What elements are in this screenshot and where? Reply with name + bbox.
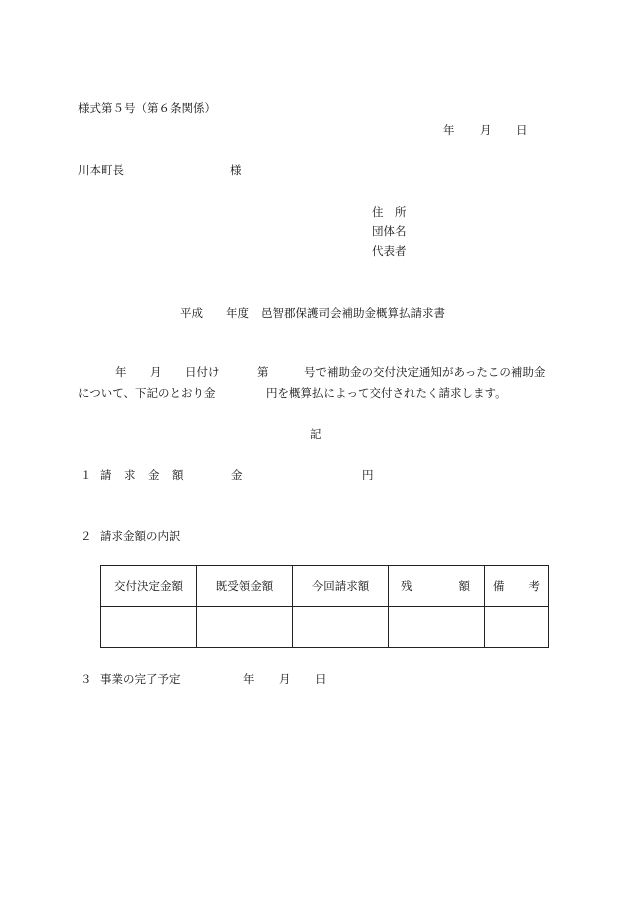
title-year-suffix: 年度 (226, 306, 249, 320)
applicant-representative-label: 代表者 (372, 244, 407, 258)
cell-remaining[interactable] (389, 607, 485, 648)
breakdown-table (100, 565, 549, 648)
body-day: 日付け (185, 365, 220, 379)
item1-label-char: 請 (100, 468, 112, 482)
header-received-amount: 既受領金額 (197, 566, 293, 607)
cell-received-amount[interactable] (197, 607, 293, 648)
date-month-label: 月 (480, 123, 492, 137)
body-number-prefix: 第 (257, 365, 269, 379)
table-header-row (101, 566, 549, 607)
item1-number: １ (80, 468, 92, 482)
ki-heading: 記 (310, 427, 322, 441)
cell-decided-amount[interactable] (101, 607, 197, 648)
cell-notes[interactable] (485, 607, 549, 648)
item3-label: 事業の完了予定 (100, 672, 181, 686)
header-notes: 備 考 (485, 566, 549, 607)
item1-label (100, 467, 184, 483)
body-line1-text: 号で補助金の交付決定通知があったこの補助金 (304, 365, 546, 379)
date-day-label: 日 (516, 123, 528, 137)
item3-month: 月 (279, 672, 291, 686)
item3-number: ３ (80, 672, 92, 686)
body-month: 月 (150, 365, 162, 379)
item3-year: 年 (243, 672, 255, 686)
header-decided-amount: 交付決定金額 (101, 566, 197, 607)
item1-yen: 円 (362, 468, 374, 482)
document-title: 邑智郡保護司会補助金概算払請求書 (261, 306, 445, 320)
item2-number: ２ (80, 529, 92, 543)
item1-label-char: 額 (172, 468, 184, 482)
cell-current-request[interactable] (293, 607, 389, 648)
item1-label-char: 求 (124, 468, 136, 482)
body-year: 年 (115, 365, 127, 379)
title-era: 平成 (180, 306, 203, 320)
item1-kin: 金 (231, 468, 243, 482)
form-number: 様式第５号（第６条関係） (78, 101, 216, 115)
body-line2-text-b: 円を概算払によって交付されたく請求します。 (266, 386, 507, 400)
header-current-request: 今回請求額 (293, 566, 389, 607)
table-row (101, 607, 549, 648)
addressee-name: 川本町長 (78, 163, 124, 177)
addressee-honorific: 様 (230, 163, 242, 177)
body-line2-text-a: について、下記のとおり金 (78, 386, 216, 400)
date-year-label: 年 (443, 123, 455, 137)
applicant-address-label: 住 所 (372, 205, 407, 219)
item2-label: 請求金額の内訳 (100, 529, 181, 543)
item1-label-char: 金 (148, 468, 160, 482)
applicant-organization-label: 団体名 (372, 224, 407, 238)
item3-day: 日 (315, 672, 327, 686)
header-remaining: 残 額 (389, 566, 485, 607)
